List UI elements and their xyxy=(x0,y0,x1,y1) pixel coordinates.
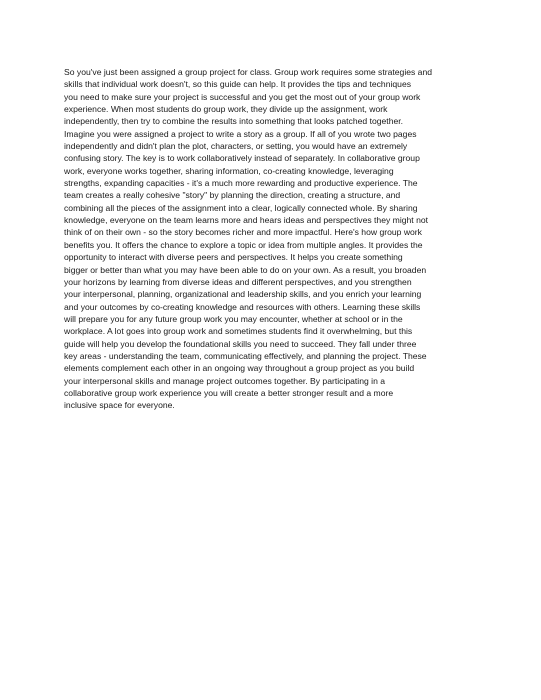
paragraph-line: your horizons by learning from diverse ideas and different perspectives, and you strengthen xyxy=(64,276,412,287)
paragraph-line: independently and didn't plan the plot, characters, or setting, you would have an extremely xyxy=(64,141,408,152)
paragraph-line: team creates a really cohesive "story" by planning the direction, creating a structure, and xyxy=(64,190,401,201)
paragraph-line: opportunity to interact with diverse peers and perspectives. It helps you create something xyxy=(64,252,403,263)
paragraph-line: skills that individual work doesn't, so this guide can help. It provides the tips and techniques xyxy=(64,79,412,90)
paragraph-line: work, everyone works together, sharing information, co-creating knowledge, leveraging xyxy=(64,165,394,176)
paragraph-line: benefits you. It offers the chance to explore a topic or idea from multiple angles. It provides the xyxy=(64,239,423,250)
paragraph-line: knowledge, everyone on the team learns more and hears ideas and perspectives they might not xyxy=(64,215,429,226)
paragraph-line: workplace. A lot goes into group work and sometimes students find it overwhelming, but this xyxy=(64,326,413,337)
body-paragraph xyxy=(64,66,484,412)
paragraph-line: bigger or better than what you may have been able to do on your own. As a result, you broaden xyxy=(64,264,427,275)
paragraph-line: inclusive space for everyone. xyxy=(64,400,175,411)
paragraph-line: will prepare you for any future group work you may encounter, whether at school or in the xyxy=(64,313,403,324)
paragraph-line: collaborative group work experience you will create a better stronger result and a more xyxy=(64,387,394,398)
paragraph-line: confusing story. The key is to work collaboratively instead of separately. In collaborative group xyxy=(64,153,420,164)
paragraph-line: your interpersonal skills and manage project outcomes together. By participating in a xyxy=(64,375,386,386)
paragraph-line: So you've just been assigned a group project for class. Group work requires some strategies and xyxy=(64,67,433,77)
paragraph-line: you need to make sure your project is successful and you get the most out of your group work xyxy=(64,91,421,102)
paragraph-line: Imagine you were assigned a project to write a story as a group. If all of you wrote two pages xyxy=(64,128,417,139)
paragraph-line: elements complement each other in an ongoing way throughout a group project as you build xyxy=(64,363,415,374)
paragraph-line: combining all the pieces of the assignment into a clear, logically connected whole. By sharing xyxy=(64,202,418,213)
paragraph-line: and your outcomes by co-creating knowledge and resources with others. Learning these skills xyxy=(64,301,421,312)
paragraph-line: independently, then try to combine the results into something that looks patched together. xyxy=(64,116,404,127)
paragraph-line: key areas - understanding the team, communicating effectively, and planning the project. These xyxy=(64,350,427,361)
paragraph-line: your interpersonal, planning, organizational and leadership skills, and you enrich your learning xyxy=(64,289,422,300)
paragraph-line: guide will help you develop the foundational skills you need to succeed. They fall under three xyxy=(64,338,417,349)
paragraph-line: strengths, expanding capacities - it's a much more rewarding and productive experience. The xyxy=(64,178,418,189)
paragraph-line: experience. When most students do group work, they divide up the assignment, work xyxy=(64,104,388,115)
paragraph-line: think of on their own - so the story becomes richer and more impactful. Here's how group work xyxy=(64,227,422,238)
